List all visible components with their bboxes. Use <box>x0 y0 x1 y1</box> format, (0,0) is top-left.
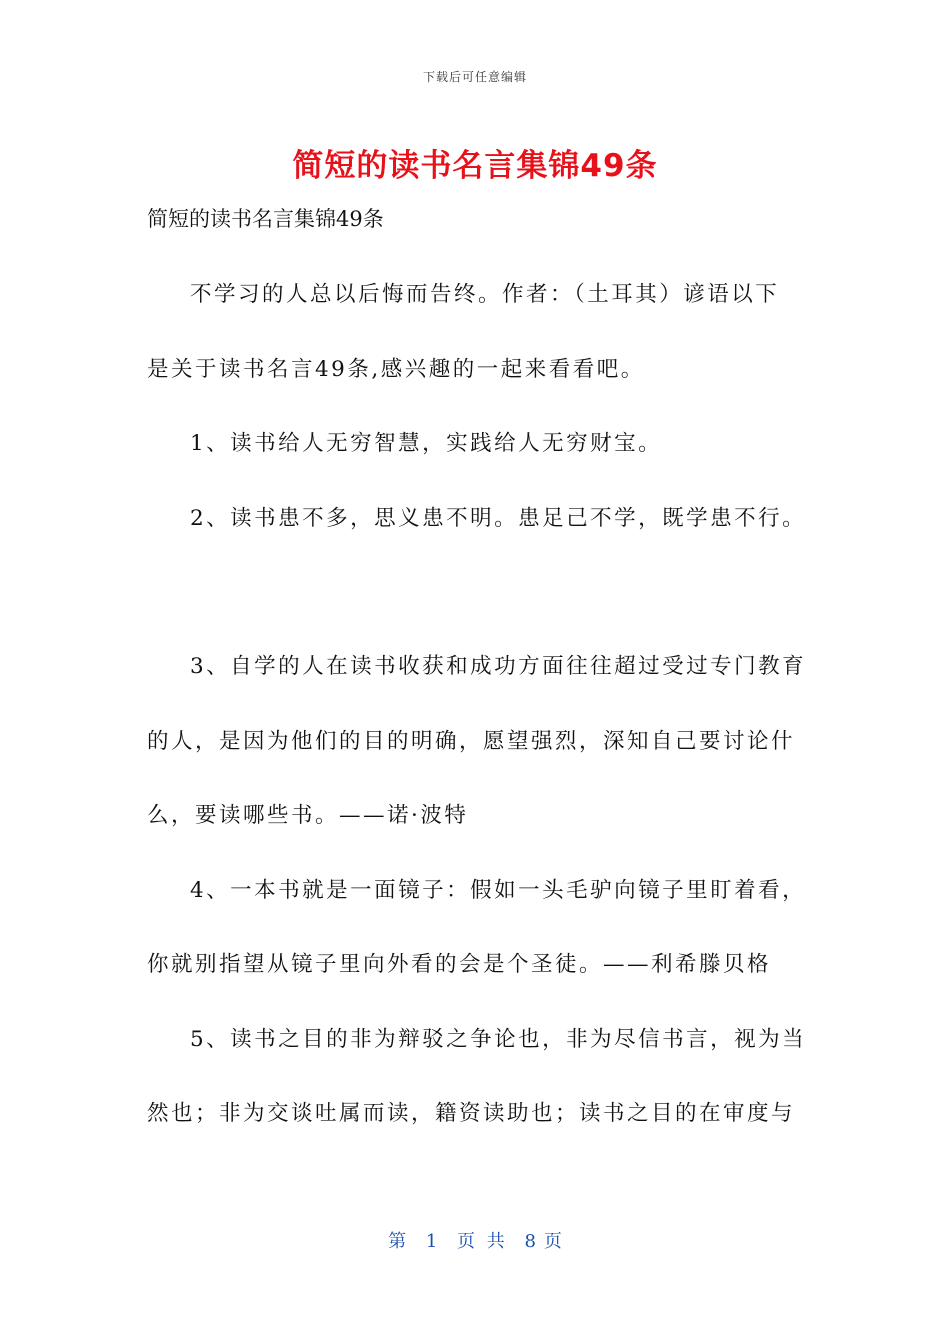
paragraph-intro-line-2: 是关于读书名言49条,感兴趣的一起来看看吧。 <box>147 357 645 382</box>
header-note: 下载后可任意编辑 <box>422 70 527 84</box>
footer-total-pages: 8 <box>524 1231 536 1252</box>
quote-4-line-2: 你就别指望从镜子里向外看的会是个圣徒。——利希滕贝格 <box>147 952 772 977</box>
quote-3-line-3: 么，要读哪些书。——诺·波特 <box>147 803 469 828</box>
document-subtitle: 简短的读书名言集锦49条 <box>147 207 384 231</box>
quote-5-line-1: 5、读书之目的非为辩驳之争论也，非为尽信书言，视为当 <box>190 1027 807 1052</box>
footer-middle: 页 共 <box>457 1231 505 1252</box>
quote-3-line-1: 3、自学的人在读书收获和成功方面往往超过受过专门教育 <box>190 654 807 679</box>
paragraph-intro-line-1: 不学习的人总以后悔而告终。作者：（土耳其）谚语以下 <box>190 282 780 307</box>
footer-current-page: 1 <box>425 1231 438 1252</box>
quote-2-line-1: 2、读书患不多，思义患不明。患足己不学，既学患不行。 <box>190 506 807 531</box>
quote-5-line-2: 然也；非为交谈吐属而读，籍资读助也；读书之目的在审度与 <box>147 1101 796 1126</box>
page-footer <box>0 1227 950 1253</box>
footer-prefix: 第 <box>388 1231 407 1252</box>
document-title: 简短的读书名言集锦49条 <box>292 148 658 184</box>
quote-4-line-1: 4、一本书就是一面镜子：假如一头毛驴向镜子里盯着看， <box>190 878 807 903</box>
quote-1-line-1: 1、读书给人无穷智慧，实践给人无穷财宝。 <box>190 431 663 456</box>
footer-suffix: 页 <box>543 1231 562 1252</box>
quote-3-line-2: 的人，是因为他们的目的明确，愿望强烈，深知自己要讨论什 <box>147 729 796 754</box>
